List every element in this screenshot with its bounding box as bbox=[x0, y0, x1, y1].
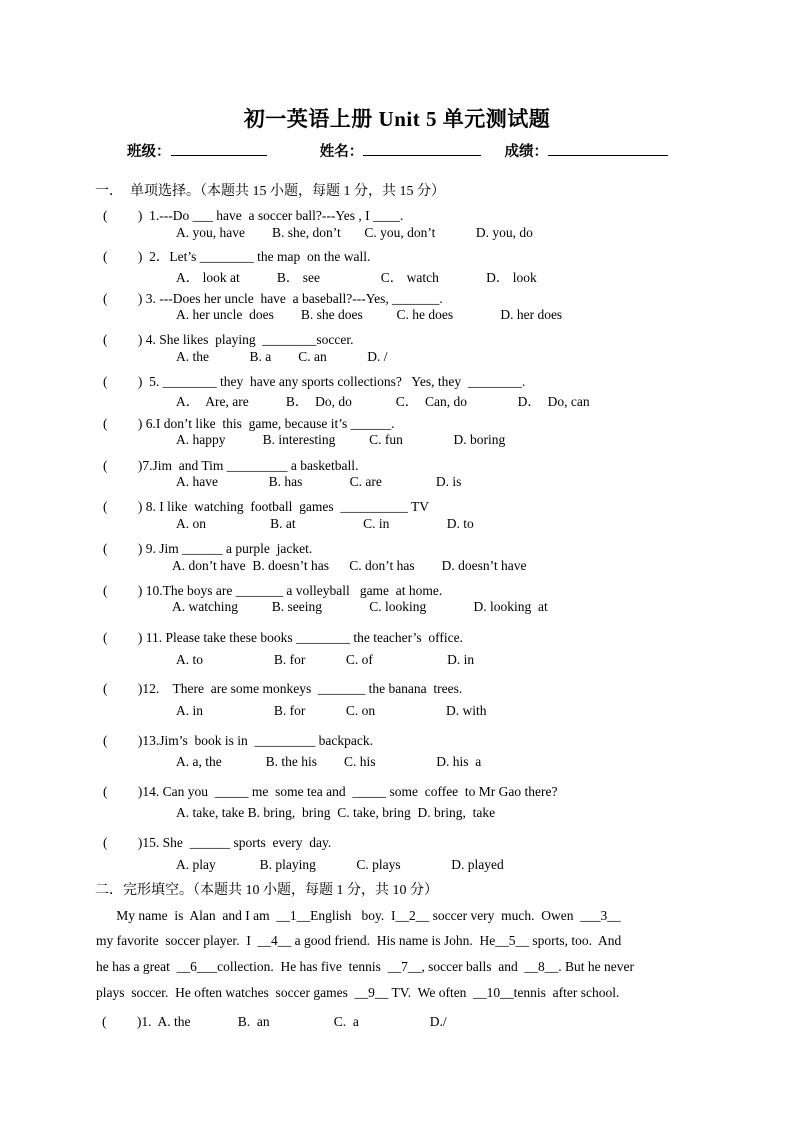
question-options: A. happy B. interesting C. fun D. boring bbox=[176, 432, 506, 447]
page-title: 初一英语上册 Unit 5 单元测试题 bbox=[243, 107, 551, 131]
class-label: 班级： bbox=[127, 144, 171, 160]
question-stem: ( ) 5. ________ they have any sports collections? Yes, they ________. bbox=[103, 374, 526, 389]
question-stem: ( ) 6.I don’t like this game, because it’s ______. bbox=[103, 416, 395, 431]
question-options: A． look at B． see C． watch D． look bbox=[176, 270, 537, 285]
class-blank[interactable] bbox=[171, 141, 267, 156]
question-stem: ( )15. She ______ sports every day. bbox=[103, 835, 332, 850]
section2-heading: 二．完形填空。（本题共 10 小题，每题 1 分，共 10 分） bbox=[95, 883, 438, 898]
question-stem: ( )7.Jim and Tim _________ a basketball. bbox=[103, 458, 359, 473]
score-label: 成绩： bbox=[504, 144, 548, 160]
student-info-row bbox=[127, 140, 668, 161]
score-blank[interactable] bbox=[548, 141, 668, 156]
section1-heading: 一． 单项选择。（本题共 15 小题，每题 1 分，共 15 分） bbox=[95, 184, 445, 199]
question-stem: ( )14. Can you _____ me some tea and _____ some coffee to Mr Gao there? bbox=[103, 784, 558, 799]
question-options: A. play B. playing C. plays D. played bbox=[176, 857, 504, 872]
question-stem: ( ) 8. I like watching football games __________ TV bbox=[103, 499, 429, 514]
question-options: A. in B. for C. on D. with bbox=[176, 703, 487, 718]
question-stem: ( )12. There are some monkeys _______ the banana trees. bbox=[103, 681, 463, 696]
question-options: A. the B. a C. an D. / bbox=[176, 349, 388, 364]
question-stem: ( ) 9. Jim ______ a purple jacket. bbox=[103, 541, 313, 556]
question-stem: ( ) 11. Please take these books ________ the teacher’s office. bbox=[103, 630, 464, 645]
passage-line: My name is Alan and I am __1__English boy. I__2__ soccer very much. Owen ___3__ bbox=[96, 908, 621, 923]
question-options: A. on B. at C. in D. to bbox=[176, 516, 474, 531]
question-options: A. her uncle does B. she does C. he does D. her does bbox=[176, 307, 563, 322]
passage-line: plays soccer. He often watches soccer games __9__ TV. We often __10__tennis after school. bbox=[96, 985, 620, 1000]
question-options: A． Are, are B． Do, do C． Can, do D． Do, can bbox=[176, 394, 590, 409]
question-options: A. take, take B. bring, bring C. take, bring D. bring, take bbox=[176, 805, 496, 820]
name-blank[interactable] bbox=[363, 141, 481, 156]
name-label: 姓名： bbox=[319, 144, 364, 160]
passage-line: he has a great __6___collection. He has five tennis __7__, soccer balls and __8__. But he never bbox=[96, 959, 634, 974]
question-stem: ( ) 4. She likes playing ________soccer. bbox=[103, 332, 354, 347]
question-stem: ( )13.Jim’s book is in _________ backpack. bbox=[103, 733, 373, 748]
question-options: A. a, the B. the his C. his D. his a bbox=[176, 754, 482, 769]
question-stem: ( ) 10.The boys are _______ a volleyball game at home. bbox=[103, 583, 443, 598]
question-stem: ( ) 1.---Do ___ have a soccer ball?---Yes , I ____. bbox=[103, 208, 404, 223]
question-options: A. have B. has C. are D. is bbox=[176, 474, 462, 489]
passage-line: my favorite soccer player. I __4__ a good friend. His name is John. He__5__ sports, too. And bbox=[96, 933, 622, 948]
cloze-question-1: ( )1. A. the B. an C. a D./ bbox=[102, 1014, 447, 1029]
question-options: A. watching B. seeing C. looking D. looking at bbox=[172, 599, 548, 614]
question-options: A. to B. for C. of D. in bbox=[176, 652, 475, 667]
question-stem: ( ) 2．Let’s ________ the map on the wall. bbox=[103, 249, 371, 264]
question-options: A. you, have B. she, don’t C. you, don’t D. you, do bbox=[176, 225, 533, 240]
question-options: A. don’t have B. doesn’t has C. don’t has D. doesn’t have bbox=[172, 558, 527, 573]
question-stem: ( ) 3. ---Does her uncle have a baseball?---Yes, _______. bbox=[103, 291, 443, 306]
